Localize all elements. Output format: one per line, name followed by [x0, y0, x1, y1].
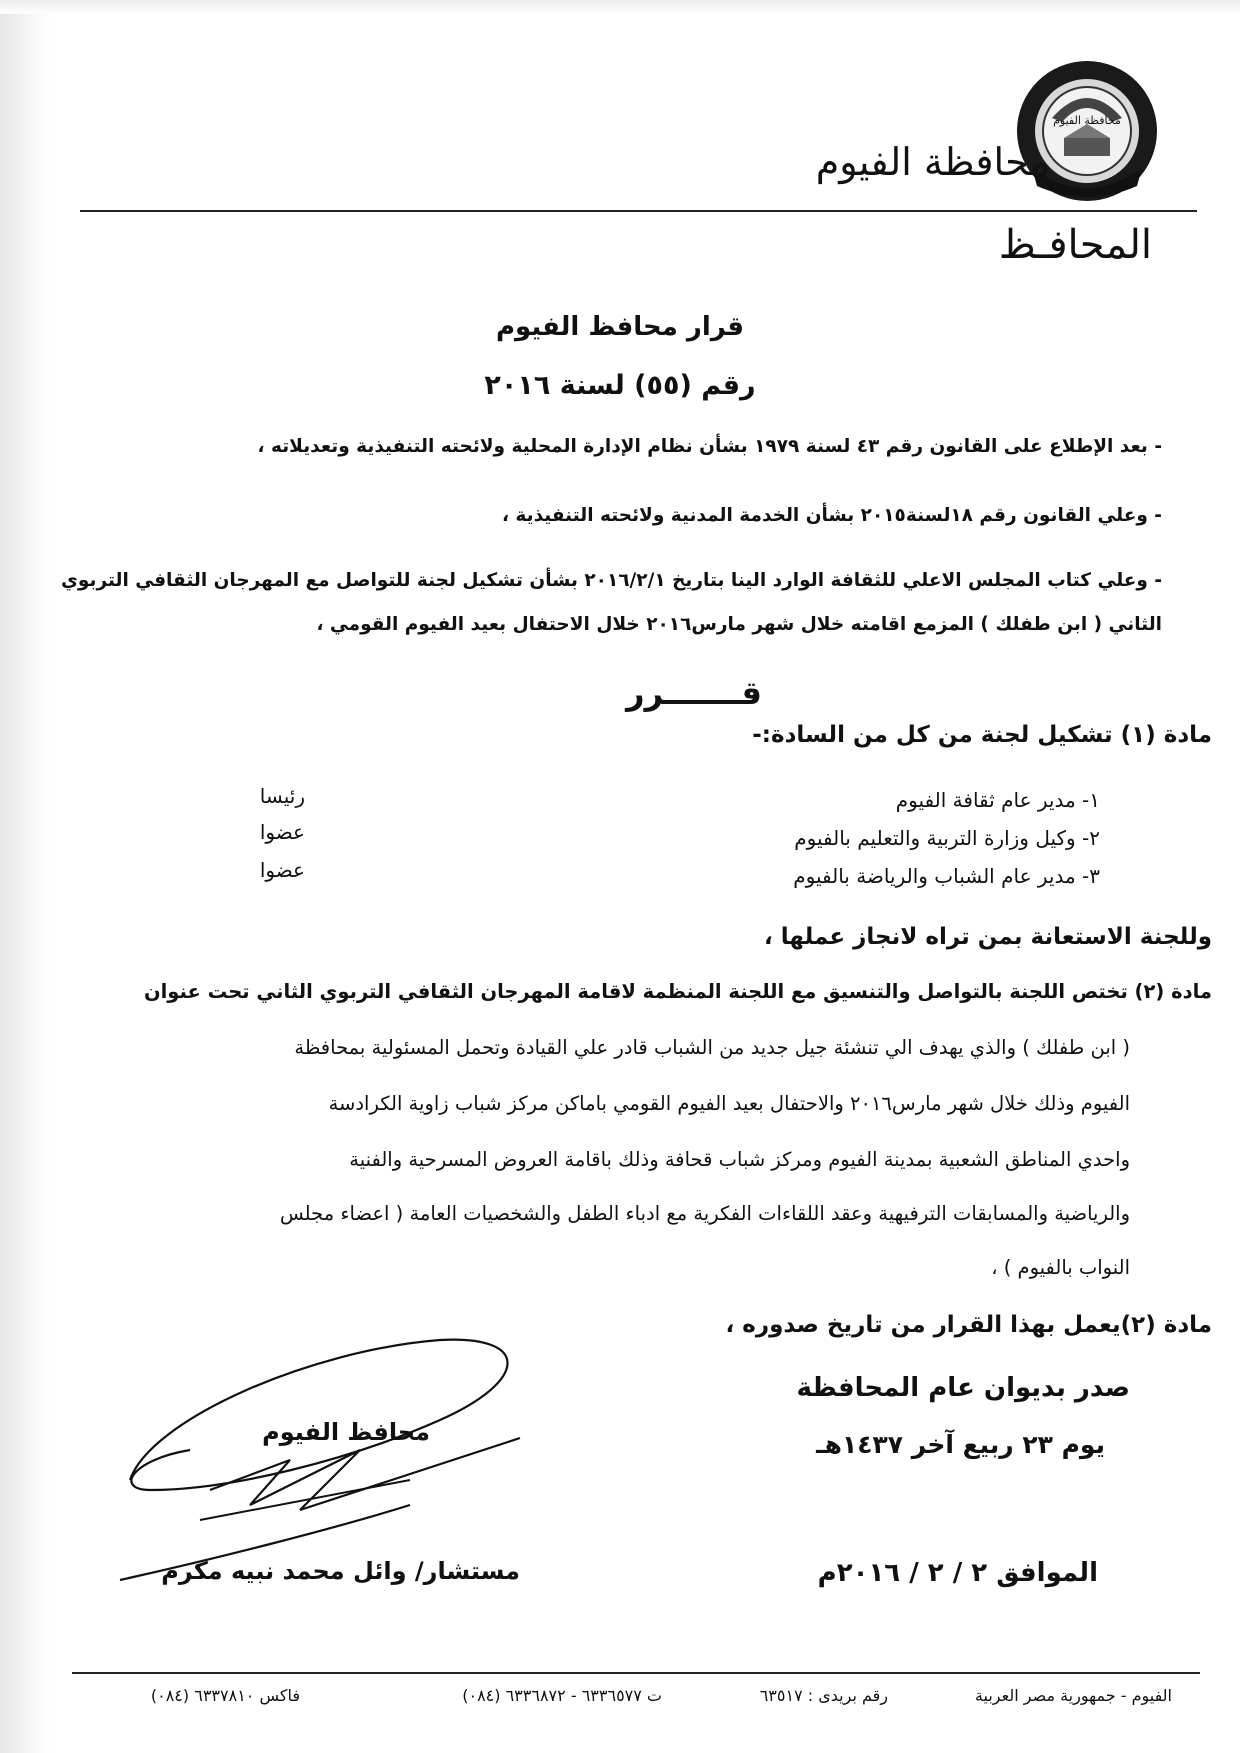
- hijri-date: يوم ٢٣ ربيع آخر ١٤٣٧هـ: [816, 1430, 1105, 1459]
- governorate-name: محافظة الفيوم: [815, 140, 1050, 184]
- article-2-line: ( ابن طفلك ) والذي يهدف الي تنشئة جيل جديد من الشباب قادر علي القيادة وتحمل المسئولية بمحافظة: [294, 1036, 1130, 1059]
- footer-divider: [72, 1672, 1200, 1674]
- article-2-line: الفيوم وذلك خلال شهر مارس٢٠١٦ والاحتفال بعيد الفيوم القومي باماكن مركز شباب زاوية الكرادسة: [328, 1092, 1130, 1115]
- committee-member: ٣- مدير عام الشباب والرياضة بالفيوم: [793, 864, 1100, 888]
- committee-member: ٢- وكيل وزارة التربية والتعليم بالفيوم: [794, 826, 1100, 850]
- committee-member: ١- مدير عام ثقافة الفيوم: [895, 788, 1100, 812]
- footer-fax: فاكس ٦٣٣٧٨١٠ (٠٨٤): [150, 1686, 300, 1705]
- preamble-line: - وعلي كتاب المجلس الاعلي للثقافة الوارد الينا بتاريخ ٢٠١٦/٢/١ بشأن تشكيل لجنة للتواصل مع المهرجان الثقافي التربوي: [60, 570, 1162, 591]
- article-1-closing: وللجنة الاستعانة بمن تراه لانجاز عملها ،: [764, 924, 1212, 950]
- preamble-line: الثاني ( ابن طفلك ) المزمع اقامته خلال شهر مارس٢٠١٦ خلال الاحتفال بعيد الفيوم القومي ،: [316, 614, 1162, 635]
- decides-heading: قـــــــرر: [626, 674, 762, 712]
- article-3-text: مادة (٢)يعمل بهذا القرار من تاريخ صدوره ،: [725, 1312, 1212, 1338]
- article-2-line: النواب بالفيوم ) ،: [991, 1256, 1130, 1279]
- article-2-line: مادة (٢) تختص اللجنة بالتواصل والتنسيق مع اللجنة المنظمة لاقامة المهرجان الثقافي التربوي الثاني تحت عنوان: [143, 980, 1212, 1003]
- preamble-line: - بعد الإطلاع على القانون رقم ٤٣ لسنة ١٩٧٩ بشأن نظام الإدارة المحلية ولائحته التنفيذية وتعديلاته ،: [257, 436, 1162, 457]
- article-2-line: واحدي المناطق الشعبية بمدينة الفيوم ومركز شباب قحافة وذلك باقامة العروض المسرحية والفنية: [349, 1148, 1130, 1171]
- footer-postal: رقم بريدى : ٦٣٥١٧: [759, 1686, 888, 1705]
- signatory-title: محافظ الفيوم: [262, 1418, 430, 1446]
- office-title: المحافـظ: [998, 222, 1152, 268]
- seal-lettering: محافظة الفيوم: [1053, 114, 1121, 127]
- member-role: عضوا: [259, 820, 305, 844]
- decree-number: رقم (٥٥) لسنة ٢٠١٦: [484, 370, 756, 401]
- member-role: عضوا: [259, 858, 305, 882]
- signatory-name: مستشار/ وائل محمد نبيه مكرم: [161, 1557, 520, 1585]
- member-role: رئيسا: [259, 784, 305, 808]
- footer-address: الفيوم - جمهورية مصر العربية: [974, 1686, 1172, 1705]
- decree-title: قرار محافظ الفيوم: [495, 312, 744, 342]
- footer-phones: ت ٦٣٣٦٥٧٧ - ٦٣٣٦٨٧٢ (٠٨٤): [462, 1686, 662, 1705]
- gregorian-date: الموافق ٢ / ٢ / ٢٠١٦م: [817, 1558, 1098, 1588]
- header-divider: [80, 210, 1197, 212]
- article-1-heading: مادة (١) تشكيل لجنة من كل من السادة:-: [752, 722, 1212, 748]
- scan-shadow-top: [0, 0, 1240, 14]
- article-2-line: والرياضية والمسابقات الترفيهية وعقد اللقاءات الفكرية مع ادباء الطفل والشخصيات العامة ( اعضاء مجلس: [279, 1202, 1130, 1225]
- preamble-line: - وعلي القانون رقم ١٨لسنة٢٠١٥ بشأن الخدمة المدنية ولائحته التنفيذية ،: [501, 505, 1162, 526]
- issued-at: صدر بديوان عام المحافظة: [796, 1373, 1130, 1403]
- scan-shadow-left: [0, 0, 52, 1753]
